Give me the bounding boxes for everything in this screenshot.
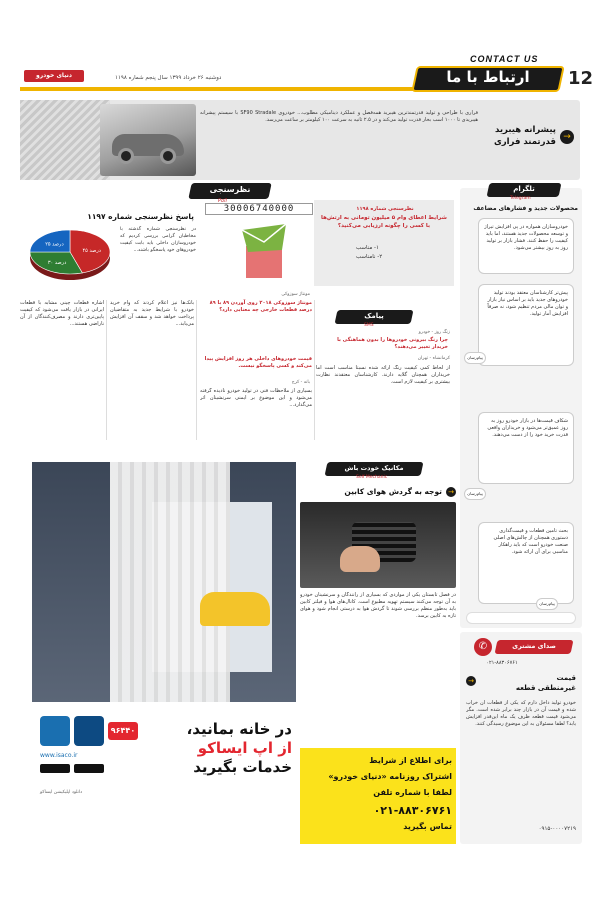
subscription-line-3: لطفا با شماره تلفن [373, 788, 452, 797]
mechanic-label-en: Self Mechanic [356, 475, 388, 480]
mechanic-title: توجه به گردش هوای کابین [344, 487, 442, 496]
ad-site: www.isaco.ir [40, 752, 78, 759]
poll-question: شرایط اعطای وام ۵ میلیون تومانی به ارتش‌ها با کسی را چگونه ارزیابی می‌کنید؟ [321, 215, 447, 229]
ad-headline-line-2-text: از اپ ایساکو [197, 739, 292, 757]
voice-label: صدای مشتری [512, 642, 556, 650]
envelope-icon [238, 220, 290, 280]
mechanic-label: مکانیک خودت باش [344, 464, 404, 472]
sms-question: مونتاژ سوزوکی ۲۰۱۸ روی آوردن ۸۹ با ۸۹ درصد قطعات خارجی چه معنایی دارد؟ [209, 300, 312, 313]
lead-body: فراری با طراحی و تولید قدرتمندترین هیبرید همه‌فصل و عملکرد دینامیکی مطلوب... خودروی SF90 Stradale با سیستم پیشرانه هیبریدی تا ۱۰۰۰ اسب بخار قدرت تولید می‌کند و در ۲.۵ ثانیه به سرعت ۱۰۰ کیلومتر بر ساعت می‌رسد. [200, 110, 478, 123]
sms-label: پیامک [364, 312, 384, 320]
poll-label-en: Poll [218, 198, 227, 204]
ferrari-image [100, 104, 196, 176]
sms-body: از لحاظ کمی کیفیت رنگ ارائه شده نسبتاً مناسب است اما خریداران همچنان گلایه دارند. کارشناسان معتقدند نظارت بیشتری بر کیفیت لازم است. [316, 365, 450, 385]
telegram-message: شکاف قیمت‌ها در بازار خودرو روز به روز عمیق‌تر می‌شود و خریداران واقعی قدرت خرید خود را از دست می‌دهند. [478, 412, 574, 484]
column-divider [314, 300, 315, 440]
poll-question-box [314, 200, 454, 286]
app-store-badge[interactable] [40, 764, 70, 773]
ad-app-note: دانلود اپلیکیشن ایساکو [40, 790, 83, 795]
car-wheel-shape [160, 148, 176, 164]
poll-option-1: ۱- مناسب [356, 245, 379, 251]
subscription-line-1: برای اطلاع از شرایط [369, 756, 452, 765]
mechanic-image [300, 502, 456, 588]
hand-shape [340, 546, 380, 572]
article-body: بسیاری از ملاحظات فنی در تولید خودرو نادیده گرفته می‌شود و این موضوع بر ایمنی سرنشینان اثر می‌گذارد... [200, 388, 312, 408]
telegram-message: بحث تامین قطعات و قیمت‌گذاری دستوری همچنان از چالش‌های اصلی صنعت خودرو است که باید راهکار مناسبی برای آن ارائه شود. [478, 522, 574, 604]
poll-result-text: در نظرسنجی شماره گذشته با مخاطبان گرامی بررسی کردیم که خودروسازان داخلی باید بابت کیفیت خودروهای خود پاسخگو باشند... [120, 227, 196, 253]
section-title: ارتباط با ما [446, 68, 530, 86]
subscription-line-4: تماس بگیرید [403, 822, 452, 831]
car-wheel-shape [118, 148, 134, 164]
poll-phone: 30006740000 [205, 203, 313, 215]
ad-headline-line-1: در خانه بمانید، [186, 720, 292, 738]
column-divider [196, 300, 197, 440]
poll-result-title: پاسخ نظرسنجی شماره ۱۱۹۷ [87, 212, 194, 221]
subscription-phone: ۰۲۱-۸۸۳۰۶۷۶۱ [373, 804, 452, 817]
voice-subtitle: غیرمنطقی قطعه [515, 684, 576, 692]
column-divider [106, 300, 107, 440]
poll-question-title: نظرسنجی شماره ۱۱۹۸ [356, 206, 414, 212]
ad-isaco-logo [40, 716, 70, 746]
header-band [0, 40, 600, 100]
telegram-title: محصولات جدید و فشارهای مضاعف [473, 205, 578, 212]
voice-signature: ۰۹۱۵-۰۰۰۰۷۲۱۹ [538, 826, 576, 832]
pie-slice-label: ۲۵ درصد [45, 241, 64, 248]
mechanic-body: در فصل تابستان یکی از مواردی که بسیاری از رانندگان و سرنشینان خودرو به آن توجه می‌کنند سیستم تهویه مطبوع است. کانال‌های هوا و فیلتر کابین باید به‌طور منظم بررسی شوند تا گردش هوا به درستی انجام شود و هوای تازه به کابین برسد. [300, 592, 456, 619]
ad-headline-line-2 [136, 739, 292, 757]
tire-graphic [20, 100, 110, 180]
sms-meta: زنگ روز - خودرو [418, 330, 450, 335]
ad-taxi-shape [200, 592, 270, 626]
article-body: بانک‌ها نیز اعلام کردند که وام خرید خودرو با شرایط جدید به متقاضیان پرداخت خواهد شد و سقف آن افزایش می‌یابد... [110, 300, 194, 327]
telegram-sender-badge: پیام‌رسان [464, 352, 486, 364]
article-body: اشاره قطعات چینی مشابه با قطعات ایرانی در بازار یافت می‌شود که کیفیت پایین‌تری دارند و مصرف‌کنندگان از آن ناراضی هستند... [20, 300, 104, 327]
poll-option-2: ۲- نامناسب [356, 254, 383, 260]
sms-label-en: SMS [364, 323, 374, 328]
sms-meta: کرمانشاه - تهران [417, 356, 450, 361]
poll-label: نظرسنجی [209, 185, 251, 194]
telegram-message: خودروسازان همواره در پی افزایش تیراژ و توسعه محصولات جدید هستند، اما باید کیفیت را حفظ کنند. فشار بازار بر تولید روز به روز بیشتر می‌شود. [478, 218, 574, 274]
telegram-label: تلگرام [513, 185, 535, 193]
envelope-illustration [238, 220, 290, 280]
ad-ikco-logo [74, 716, 104, 746]
poll-pie-chart [22, 224, 118, 288]
sms-question: چرا رنگ بیرونی خودروها را بدون هماهنگی با خریدار تغییر می‌دهند؟ [337, 337, 448, 350]
lead-title: پیشرانه هیبرید قدرتمند فراری [493, 125, 556, 147]
pie-slice-label: ۳۰ درصد [47, 259, 67, 266]
google-play-badge[interactable] [74, 764, 104, 773]
sms-meta: بانه - کرج [291, 380, 310, 385]
telegram-input-bar [466, 612, 576, 624]
date-line: دوشنبه ۲۶ خرداد ۱۳۹۹ سال پنجم شماره ۱۱۹۸ [115, 75, 222, 81]
phone-icon: ✆ [474, 638, 492, 656]
voice-phone: ۰۲۱-۸۸۳۰۶۷۶۱ [486, 660, 518, 666]
mechanic-arrow-icon: → [446, 487, 456, 497]
brand-logo [24, 70, 84, 82]
voice-arrow-icon: → [466, 676, 476, 686]
voice-body: خودرو تولید داخل دارم که یکی از قطعات آن خراب شده و قیمت آن در بازار چند برابر شده است. مگر می‌شود قیمت قطعه ظرف یک ماه این‌قدر افزایش یابد؟ لطفا مسئولان به این موضوع رسیدگی کنند. [466, 700, 576, 727]
telegram-sender-badge: پیام‌رسان [464, 488, 486, 500]
header-rule [20, 87, 414, 91]
sms-meta: مونتاژ سوزوکی [281, 292, 310, 297]
lead-arrow-icon: → [560, 130, 574, 144]
telegram-message: پیش‌تر کارشناسان معتقد بودند تولید خودروهای جدید باید بر اساس نیاز بازار و توان مالی مردم تنظیم شود، نه صرفاً افزایش آمار تولید. [478, 284, 574, 366]
subscription-line-2: اشتراک روزنامه «دنیای خودرو» [328, 772, 452, 781]
sms-question: قیمت خودروهای داخلی هر روز افزایش پیدا می‌کند و کسی پاسخگو نیست. [204, 356, 312, 369]
pie-slice-label: ۴۵ درصد [82, 248, 101, 255]
telegram-label-en: Telegram [510, 196, 531, 201]
telegram-sender-badge: پیام‌رسان [536, 598, 558, 610]
contact-us-label: CONTACT US [470, 54, 539, 64]
ad-headline-line-3: خدمات بگیرید [193, 758, 292, 776]
ad-hotline: ۹۶۴۴۰ [108, 722, 138, 740]
ad-curtain [110, 462, 230, 702]
page-number: 12 [568, 68, 594, 89]
brand-logo-text: دنیای خودرو [36, 72, 72, 79]
voice-title: قیمت [556, 674, 576, 682]
